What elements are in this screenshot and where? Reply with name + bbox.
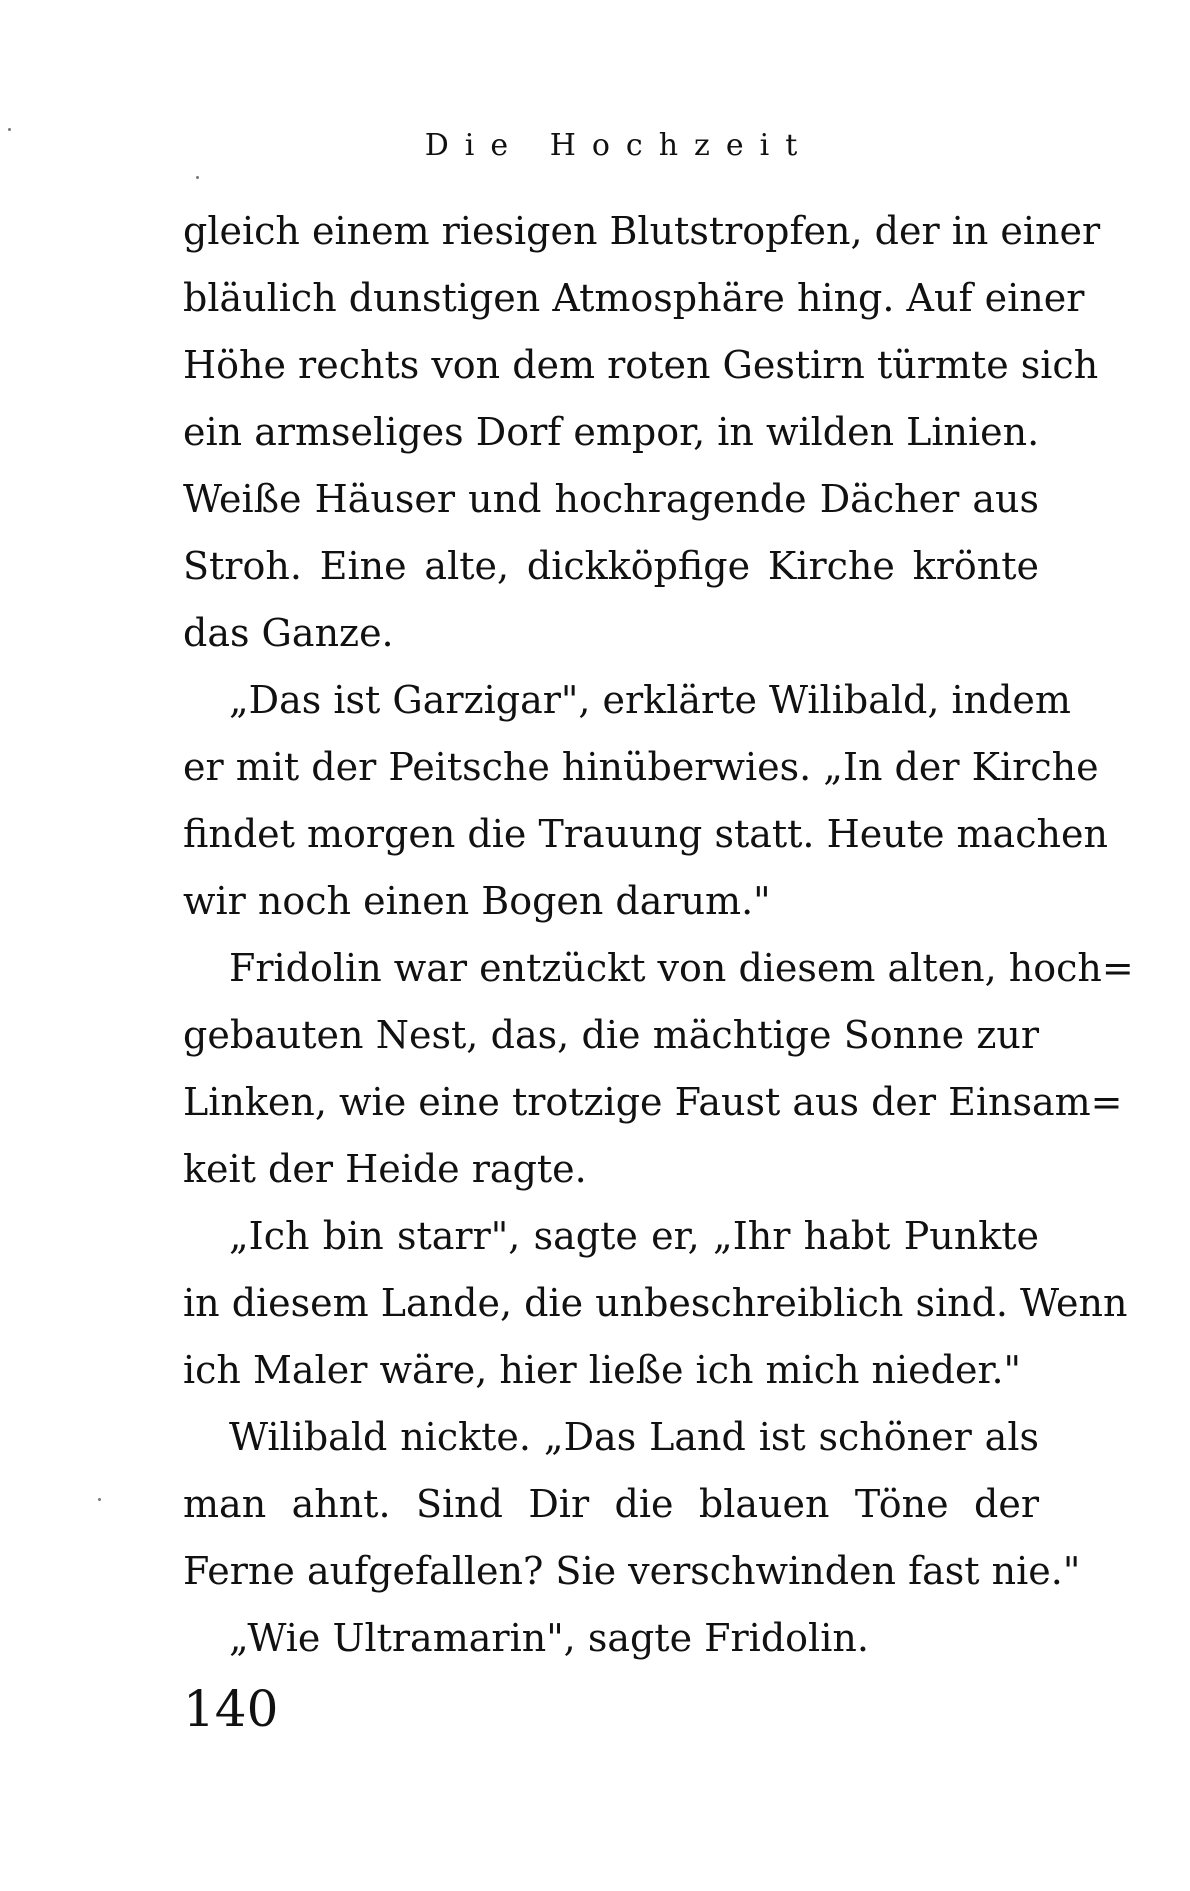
- paragraph-6: [183, 1605, 1039, 1672]
- paragraph-3: [183, 935, 1134, 1203]
- text-line: keit der Heide ragte.: [183, 1147, 587, 1191]
- text-line: Weiße Häuser und hochragende Dächer aus: [183, 477, 1039, 521]
- text-line: er mit der Peitsche hinüberwies. „In der Kirche: [183, 745, 1099, 789]
- text-line: wir noch einen Bogen darum.": [183, 879, 771, 923]
- text-line: „Ich bin starr", sagte er, „Ihr habt Punkte: [229, 1214, 1039, 1258]
- text-line: in diesem Lande, die unbeschreiblich sind. Wenn: [183, 1281, 1128, 1325]
- running-head: Die Hochzeit: [424, 128, 814, 163]
- paragraph-5: [183, 1404, 1081, 1605]
- page-number: 140: [183, 1680, 279, 1738]
- text-line: bläulich dunstigen Atmosphäre hing. Auf einer: [183, 276, 1085, 320]
- paragraph-1: [183, 198, 1101, 667]
- text-line: man ahnt. Sind Dir die blauen Töne der: [183, 1482, 1039, 1526]
- paragraph-4: [183, 1203, 1128, 1404]
- body-text: [183, 198, 1134, 1672]
- text-line: Ferne aufgefallen? Sie verschwinden fast nie.": [183, 1549, 1081, 1593]
- text-line: gebauten Nest, das, die mächtige Sonne zur: [183, 1013, 1039, 1057]
- text-line: Stroh. Eine alte, dickköpfige Kirche krönte: [183, 544, 1039, 588]
- scan-speck: [8, 128, 11, 131]
- paragraph-2: [183, 667, 1108, 935]
- text-line: „Wie Ultramarin", sagte Fridolin.: [229, 1616, 869, 1660]
- text-line: das Ganze.: [183, 611, 394, 655]
- text-line: Linken, wie eine trotzige Faust aus der Einsam=: [183, 1080, 1123, 1124]
- scan-speck: [196, 176, 199, 179]
- text-line: ich Maler wäre, hier ließe ich mich nieder.": [183, 1348, 1022, 1392]
- text-line: Höhe rechts von dem roten Gestirn türmte sich: [183, 343, 1099, 387]
- text-line: Wilibald nickte. „Das Land ist schöner als: [229, 1415, 1039, 1459]
- text-line: „Das ist Garzigar", erklärte Wilibald, indem: [229, 678, 1071, 722]
- text-line: ein armseliges Dorf empor, in wilden Linien.: [183, 410, 1040, 454]
- text-line: findet morgen die Trauung statt. Heute machen: [183, 812, 1108, 856]
- text-line: Fridolin war entzückt von diesem alten, hoch=: [229, 946, 1134, 990]
- scan-speck: [98, 1498, 101, 1501]
- text-line: gleich einem riesigen Blutstropfen, der in einer: [183, 209, 1101, 253]
